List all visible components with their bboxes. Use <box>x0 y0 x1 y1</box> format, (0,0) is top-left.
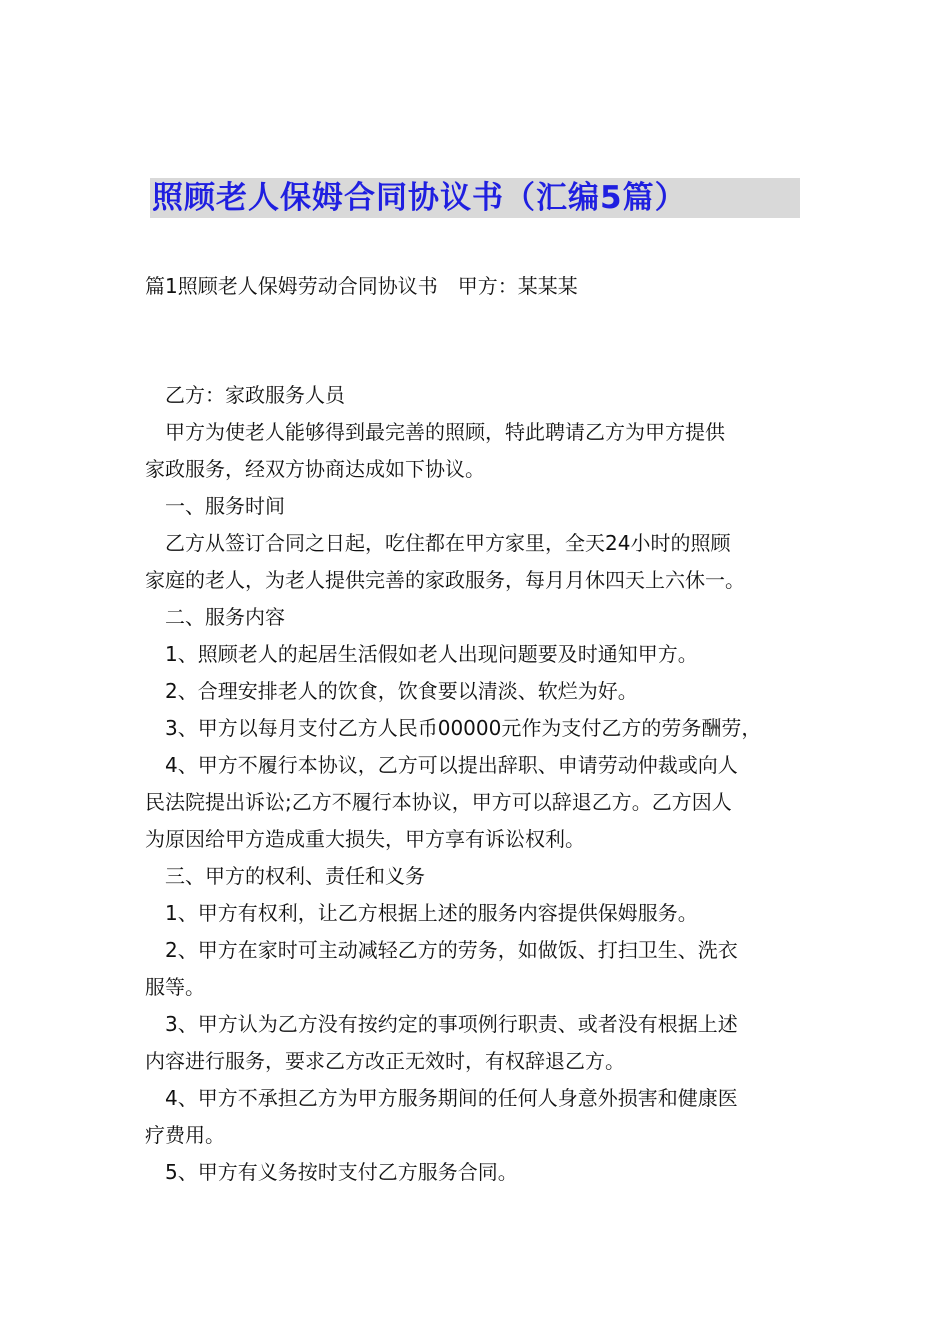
paragraph-line: 甲方为使老人能够得到最完善的照顾，特此聘请乙方为甲方提供 <box>165 420 725 444</box>
paragraph-line: 三、甲方的权利、责任和义务 <box>165 864 425 888</box>
paragraph-line: 民法院提出诉讼;乙方不履行本协议，甲方可以辞退乙方。乙方因人 <box>145 790 732 814</box>
paragraph-line: 疗费用。 <box>145 1123 225 1147</box>
paragraph-line: 二、服务内容 <box>165 605 285 629</box>
document-title: 照顾老人保姆合同协议书（汇编5篇） <box>152 180 687 216</box>
paragraph-line: 1、甲方有权利，让乙方根据上述的服务内容提供保姆服务。 <box>165 901 698 925</box>
paragraph-line: 5、甲方有义务按时支付乙方服务合同。 <box>165 1160 518 1184</box>
paragraph-line: 家庭的老人，为老人提供完善的家政服务，每月月休四天上六休一。 <box>145 568 745 592</box>
paragraph-line: 2、甲方在家时可主动减轻乙方的劳务，如做饭、打扫卫生、洗衣 <box>165 938 738 962</box>
paragraph-line: 3、甲方认为乙方没有按约定的事项例行职责、或者没有根据上述 <box>165 1012 738 1036</box>
paragraph-line: 服等。 <box>145 975 205 999</box>
section-heading: 篇1照顾老人保姆劳动合同协议书 甲方：某某某 <box>145 274 578 298</box>
paragraph-line: 3、甲方以每月支付乙方人民币00000元作为支付乙方的劳务酬劳， <box>165 716 762 740</box>
paragraph-line: 为原因给甲方造成重大损失，甲方享有诉讼权利。 <box>145 827 585 851</box>
paragraph-line: 1、照顾老人的起居生活假如老人出现问题要及时通知甲方。 <box>165 642 698 666</box>
paragraph-line: 4、甲方不履行本协议，乙方可以提出辞职、申请劳动仲裁或向人 <box>165 753 738 777</box>
paragraph-line: 4、甲方不承担乙方为甲方服务期间的任何人身意外损害和健康医 <box>165 1086 738 1110</box>
paragraph-line: 2、合理安排老人的饮食，饮食要以清淡、软烂为好。 <box>165 679 638 703</box>
paragraph-line: 家政服务，经双方协商达成如下协议。 <box>145 457 485 481</box>
paragraph-line: 乙方：家政服务人员 <box>165 383 345 407</box>
paragraph-line: 乙方从签订合同之日起，吃住都在甲方家里，全天24小时的照顾 <box>165 531 731 555</box>
paragraph-line: 内容进行服务，要求乙方改正无效时，有权辞退乙方。 <box>145 1049 625 1073</box>
paragraph-line: 一、服务时间 <box>165 494 285 518</box>
